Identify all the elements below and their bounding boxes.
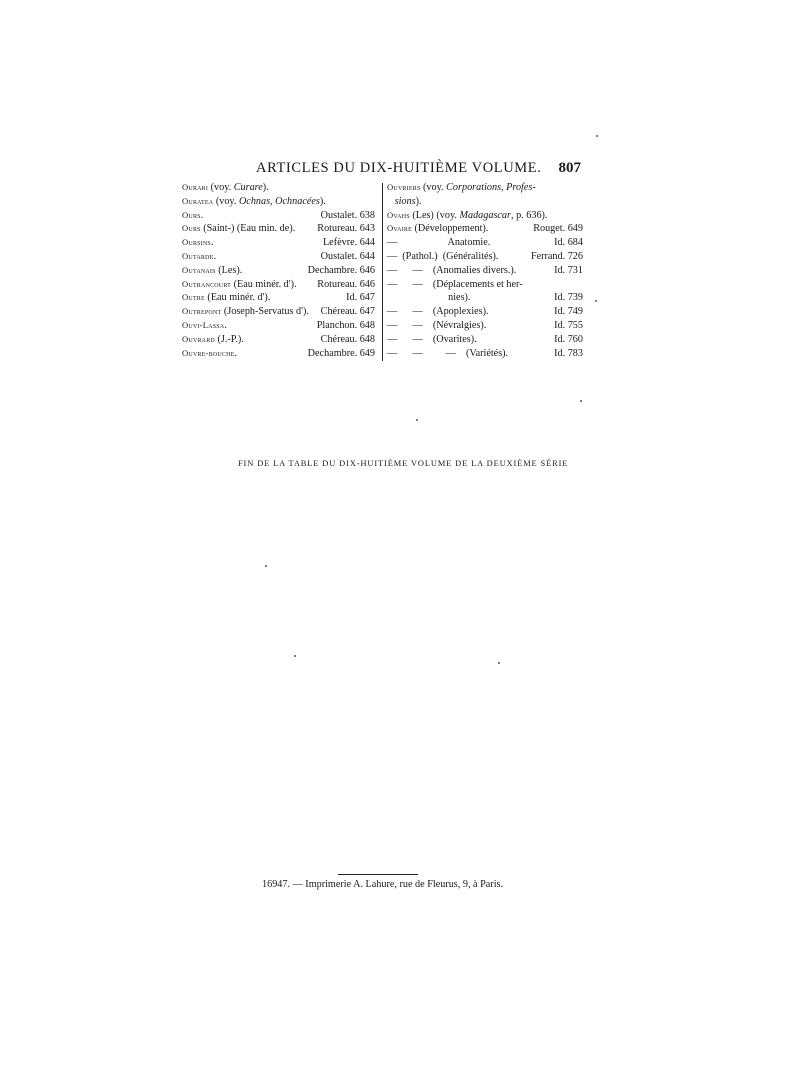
entry-text [182, 320, 227, 331]
index-entry [387, 319, 583, 333]
entry-author-page: Lefèvre. 644 [322, 237, 375, 249]
footer-rule [338, 874, 418, 875]
entry-body: . [234, 347, 238, 359]
entry-author-page: Id. 684 [554, 237, 583, 249]
entry-body: (voy. [208, 182, 234, 193]
page-header [256, 160, 581, 180]
entry-body: (Eau minér. d'). [204, 292, 271, 304]
entry-body: — — (Anomalies divers.). [387, 264, 517, 276]
index-entry [387, 333, 583, 347]
entry-body: — — — (Variétés). [387, 347, 509, 359]
index-entry [387, 209, 583, 223]
entry-text [182, 265, 242, 276]
entry-text [182, 279, 297, 290]
index-entry [387, 305, 583, 319]
entry-author-page: Id. 731 [554, 264, 583, 276]
entry-text [182, 334, 244, 345]
index-entry [182, 264, 375, 278]
entry-author-page: Ferrand. 726 [530, 250, 583, 262]
index-entry [182, 319, 375, 333]
entry-headword: Outanais [182, 264, 216, 275]
index-entry [387, 236, 583, 250]
entry-reference: Corporations, Profes- [446, 182, 536, 193]
entry-author-page: Id. 760 [554, 333, 583, 345]
scan-speck [580, 400, 582, 402]
index-entry [387, 291, 583, 305]
entry-headword: Ouvre-bouche [182, 347, 235, 358]
index-entry [387, 222, 583, 236]
entry-body: (J.-P.). [214, 333, 244, 345]
entry-headword: Ouvriers [387, 182, 421, 192]
scan-speck [595, 300, 597, 302]
entry-text [387, 306, 489, 317]
entry-headword: Ouratea [182, 195, 214, 206]
entry-tail: ). [319, 195, 326, 207]
entry-headword: Oursins [182, 237, 211, 248]
entry-headword: Ouvrard [182, 333, 215, 344]
entry-text [387, 279, 523, 290]
entry-text [387, 292, 470, 303]
entry-headword: Outrancourt [182, 278, 232, 289]
entry-headword: Ovaire [387, 223, 412, 234]
entry-text [182, 196, 326, 207]
entry-author-page: Chéreau. 647 [320, 306, 375, 318]
index-entry [387, 347, 583, 361]
entry-text [182, 348, 237, 359]
entry-body: (Saint-) (Eau min. de). [200, 223, 296, 235]
entry-author-page: Dechambre. 646 [307, 264, 375, 276]
entry-tail: , p. 636). [510, 209, 548, 221]
entry-body: . [224, 319, 227, 331]
index-entry [182, 305, 375, 319]
index-entry [182, 195, 375, 209]
entry-body: . [200, 209, 204, 221]
entry-headword: Ovahs [387, 209, 410, 220]
entry-body: . [213, 250, 217, 262]
entry-text [182, 306, 309, 317]
entry-body: — — (Apoplexies). [387, 306, 489, 318]
entry-body: (Développement). [411, 223, 489, 235]
index-entry [182, 250, 375, 264]
entry-body: (voy. [420, 182, 447, 193]
entry-author-page: Id. 647 [346, 292, 375, 304]
index-entry [182, 278, 375, 292]
entry-text [182, 292, 270, 303]
index-entry [182, 291, 375, 305]
entry-body [387, 196, 395, 207]
index-entry [182, 181, 375, 195]
left-column [182, 181, 375, 360]
entry-text [387, 182, 536, 193]
column-divider [382, 183, 383, 361]
entry-tail: ). [262, 182, 269, 193]
entry-body: — (Pathol.) (Généralités). [387, 250, 499, 262]
entry-reference: Ochnas, Ochnacées [238, 195, 320, 207]
scan-speck [265, 565, 267, 567]
entry-body: — — (Névralgies). [387, 319, 487, 331]
entry-text [387, 223, 488, 234]
scan-speck [416, 419, 418, 421]
entry-body: (voy. [213, 195, 239, 207]
entry-text [387, 265, 516, 276]
entry-author-page: Id. 783 [554, 347, 583, 359]
entry-headword: Ours [182, 223, 201, 234]
entry-text [387, 196, 422, 207]
entry-body: — — (Ovarites). [387, 333, 477, 345]
entry-headword: Ours [182, 209, 201, 220]
entry-tail: ). [415, 195, 422, 207]
entry-text [182, 182, 269, 193]
end-of-table-notice: FIN DE LA TABLE DU DIX-HUITIÈME VOLUME DE LA DEUXIÈME SÉRIE [238, 459, 569, 468]
entry-text [182, 251, 216, 262]
entry-headword: Ouvi-Lassa [182, 319, 225, 330]
index-entry [182, 236, 375, 250]
index-entry [182, 222, 375, 236]
entry-text [387, 251, 498, 262]
entry-body: (Eau minér. d'). [231, 278, 297, 290]
entry-text [182, 210, 203, 221]
entry-text [182, 237, 214, 248]
scan-speck [596, 135, 598, 137]
entry-text [387, 334, 477, 345]
entry-text [387, 348, 508, 359]
index-entry [182, 347, 375, 361]
entry-reference: sions [394, 195, 416, 207]
index-entry [182, 209, 375, 223]
entry-headword: Outrepont [182, 306, 222, 317]
entry-body: (Les) (voy. [409, 209, 460, 221]
entry-author-page: Chéreau. 648 [320, 333, 375, 345]
entry-reference: Curare [233, 182, 263, 193]
index-entry [387, 195, 583, 209]
entry-author-page: Rotureau. 646 [317, 278, 375, 290]
entry-headword: Ourari [182, 182, 209, 192]
index-entry [387, 250, 583, 264]
entry-author-page: Dechambre. 649 [307, 347, 375, 359]
entry-author-page: Id. 749 [554, 306, 583, 318]
index-entry [182, 333, 375, 347]
entry-text [387, 237, 490, 248]
entry-author-page: Id. 755 [554, 319, 583, 331]
entry-body: nies). [387, 292, 471, 304]
entry-body: — Anatomie. [387, 237, 491, 249]
entry-text [387, 210, 548, 221]
entry-body: . [210, 237, 214, 249]
entry-author-page: Rouget. 649 [533, 223, 583, 235]
entry-text [387, 320, 486, 331]
entry-author-page: Planchon. 648 [316, 319, 375, 331]
entry-body: — — (Déplacements et her- [387, 278, 523, 290]
entry-body: (Joseph-Servatus d'). [221, 306, 309, 318]
entry-body: (Les). [215, 264, 243, 276]
index-entry [387, 278, 583, 292]
entry-author-page: Rotureau. 643 [317, 223, 375, 235]
scan-speck [498, 662, 500, 664]
page-title: ARTICLES DU DIX-HUITIÈME VOLUME. [256, 160, 542, 176]
scan-speck [294, 655, 296, 657]
entry-author-page: Oustalet. 638 [320, 209, 375, 221]
right-column [387, 181, 583, 360]
entry-text [182, 223, 295, 234]
index-entry [387, 264, 583, 278]
index-entry [387, 181, 583, 195]
entry-reference: Madagascar [459, 209, 511, 221]
entry-headword: Outarde [182, 250, 214, 261]
entry-author-page: Id. 739 [554, 292, 583, 304]
entry-author-page: Oustalet. 644 [320, 250, 375, 262]
entry-headword: Outre [182, 292, 205, 303]
printer-imprint: 16947. — Imprimerie A. Lahure, rue de Fleurus, 9, à Paris. [262, 879, 504, 890]
page-number: 807 [558, 160, 581, 176]
